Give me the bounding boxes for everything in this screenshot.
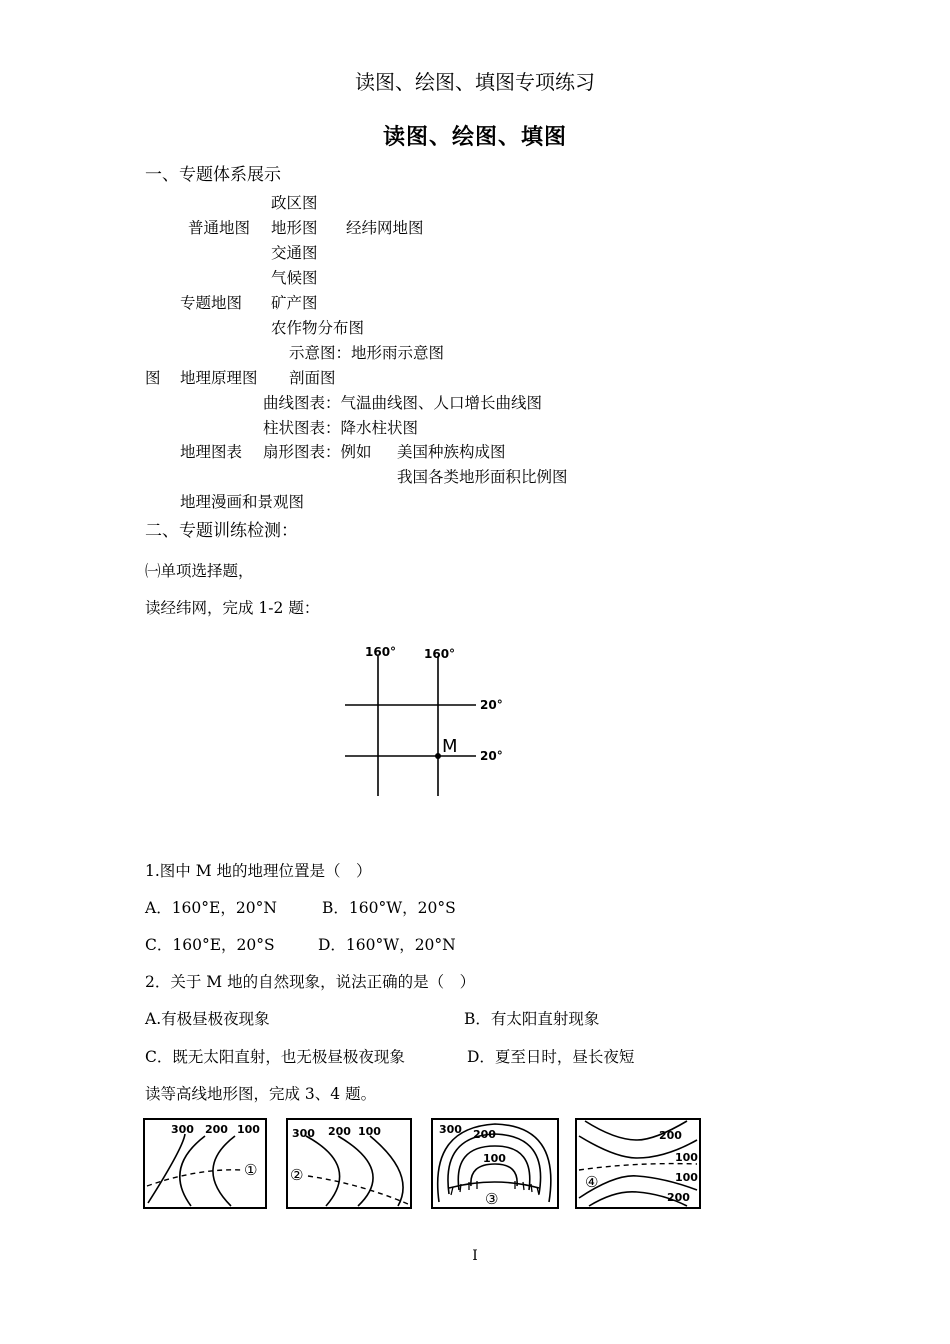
tree-zhuzhuang: 柱状图表：降水柱状图 [263, 419, 419, 437]
q1-option-a: A．160°E，20°N [145, 899, 277, 917]
tree-qihou: 气候图 [271, 269, 318, 287]
lon-label-1: 160° [365, 645, 397, 659]
contour-1-label-100: 100 [237, 1123, 260, 1136]
page-number: I [472, 1248, 478, 1264]
tree-tubiao: 地理图表 [180, 443, 243, 461]
section-1-heading: 一、专题体系展示 [145, 165, 281, 185]
contour-4-label-100-bottom: 100 [675, 1171, 698, 1184]
lat-label-2: 20° [480, 749, 503, 763]
tree-meiguo: 美国种族构成图 [397, 443, 506, 461]
tree-shiyi: 示意图：地形雨示意图 [289, 344, 445, 362]
point-m-marker [435, 753, 441, 759]
lat-label-1: 20° [480, 698, 503, 712]
q1-stem: 1.图中 M 地的地理位置是（ ） [145, 862, 372, 880]
section-2-heading: 二、专题训练检测： [145, 521, 298, 541]
tree-putong: 普通地图 [188, 219, 251, 237]
q2-option-d: D．夏至日时，昼长夜短 [467, 1048, 635, 1066]
tree-zhuanti: 专题地图 [180, 294, 243, 312]
q1-option-c: C．160°E，20°S [145, 936, 275, 954]
contour-1-mark: ① [244, 1161, 258, 1179]
contour-panel-3 [431, 1118, 559, 1210]
contour-panel-4 [575, 1118, 701, 1210]
q2-option-c: C．既无太阳直射，也无极昼极夜现象 [145, 1048, 405, 1066]
q1-option-d: D．160°W，20°N [318, 936, 456, 954]
q1-option-b: B．160°W，20°S [322, 899, 456, 917]
tree-yuanli: 地理原理图 [180, 369, 258, 387]
point-m-label: M [442, 736, 458, 757]
contour-3-mark: ③ [485, 1190, 499, 1208]
contour-2-label-100: 100 [358, 1125, 381, 1138]
tree-zhengqu: 政区图 [271, 194, 318, 212]
contour-4-label-200-bottom: 200 [667, 1191, 690, 1204]
tree-kuangchan: 矿产图 [271, 294, 318, 312]
tree-manhua: 地理漫画和景观图 [180, 493, 305, 511]
contour-3-label-300: 300 [439, 1123, 462, 1136]
intro-grid: 读经纬网，完成 1-2 题： [145, 599, 320, 617]
contour-3-label-200: 200 [473, 1128, 496, 1141]
tree-poumian: 剖面图 [289, 369, 336, 387]
contour-1-label-300: 300 [171, 1123, 194, 1136]
contour-3-label-100: 100 [483, 1152, 506, 1165]
contour-panel-2 [286, 1118, 412, 1210]
contour-panel-1 [143, 1118, 267, 1210]
tree-jiaotong: 交通图 [271, 244, 318, 262]
contour-2-label-300: 300 [292, 1127, 315, 1140]
contour-4-mark: ④ [585, 1173, 599, 1191]
q2-option-a: A.有极昼极夜现象 [145, 1010, 270, 1028]
subsection-single-choice: ㈠单项选择题， [145, 562, 254, 580]
tree-tu: 图 [145, 369, 161, 387]
intro-contour: 读等高线地形图，完成 3、4 题。 [145, 1085, 377, 1103]
graticule-figure [340, 638, 520, 798]
contour-4-label-100-top: 100 [675, 1151, 698, 1164]
tree-woguo: 我国各类地形面积比例图 [397, 468, 568, 486]
contour-2-mark: ② [290, 1166, 304, 1184]
q2-stem: 2．关于 M 地的自然现象，说法正确的是（ ） [145, 973, 476, 991]
q2-option-b: B．有太阳直射现象 [464, 1010, 600, 1028]
lon-label-2: 160° [424, 647, 456, 661]
page-header: 读图、绘图、填图专项练习 [355, 70, 595, 94]
tree-dixing: 地形图 [271, 219, 318, 237]
tree-jingwei: 经纬网地图 [346, 219, 424, 237]
contour-4-label-200-top: 200 [659, 1129, 682, 1142]
document-title: 读图、绘图、填图 [382, 124, 567, 150]
contour-2-label-200: 200 [328, 1125, 351, 1138]
tree-shanxing: 扇形图表：例如 [263, 443, 372, 461]
contour-1-label-200: 200 [205, 1123, 228, 1136]
tree-quxian: 曲线图表：气温曲线图、人口增长曲线图 [263, 394, 543, 412]
tree-nongzuowu: 农作物分布图 [271, 319, 365, 337]
